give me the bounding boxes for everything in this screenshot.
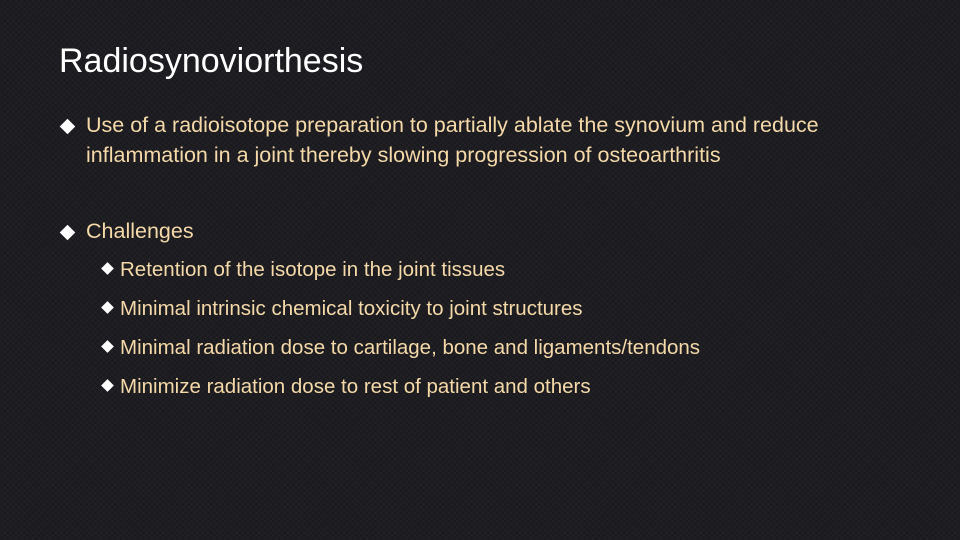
sub-bullet-text: Retention of the isotope in the joint tissues [120,258,506,281]
slide-title: Radiosynoviorthesis [59,42,364,80]
diamond-bullet-icon [101,262,114,275]
sub-bullet-text: Minimal radiation dose to cartilage, bone and ligaments/tendons [120,336,701,359]
bullet-item: Challenges [86,219,194,243]
diamond-bullet-icon [101,301,114,314]
diamond-bullet-icon [60,119,76,135]
sub-bullet-item [101,334,700,362]
diamond-bullet-icon [60,225,76,241]
diamond-bullet-icon [101,340,114,353]
sub-bullet-item [101,373,591,401]
sub-bullet-text: Minimize radiation dose to rest of patient and others [120,375,591,398]
bullet-item: Use of a radioisotope preparation to partially ablate the synovium and reduce inflammation in a joint thereby slowing progression of osteoarthritis [86,113,819,167]
diamond-bullet-icon [101,379,114,392]
sub-bullet-item [101,256,505,284]
sub-bullet-text: Minimal intrinsic chemical toxicity to joint structures [120,297,583,320]
sub-bullet-item [101,295,583,323]
